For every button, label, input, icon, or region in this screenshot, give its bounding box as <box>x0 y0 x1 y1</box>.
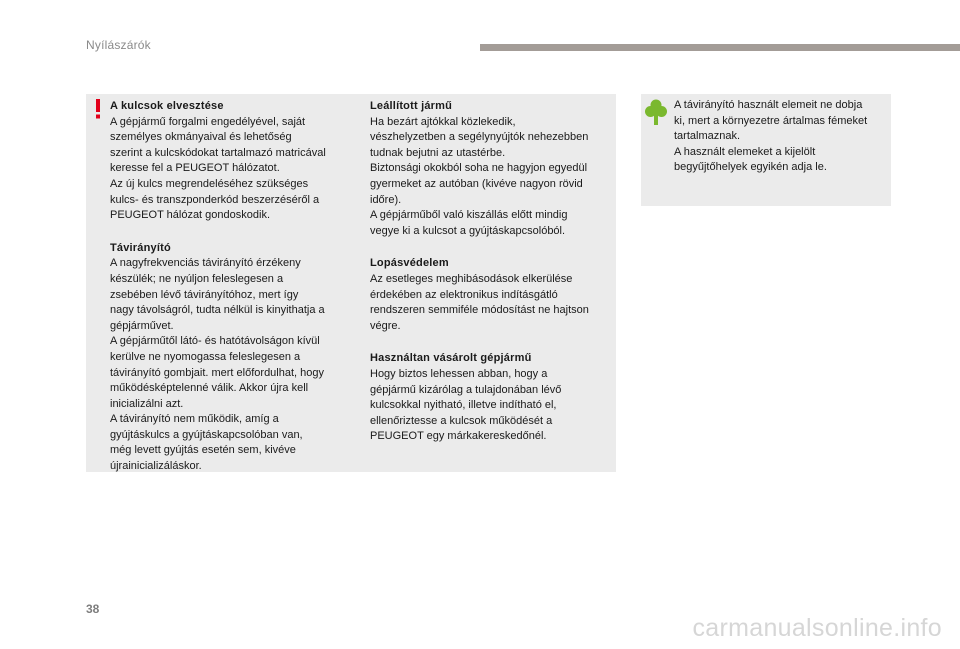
section-remote-control <box>110 241 358 475</box>
section-heading: Leállított jármű <box>370 100 453 112</box>
section-anti-theft <box>370 256 612 334</box>
page-number: 38 <box>86 602 100 616</box>
header-bar <box>480 44 960 51</box>
warning-column-2 <box>370 99 612 462</box>
section-parked-vehicle <box>370 99 612 239</box>
watermark: carmanualsonline.info <box>692 614 942 642</box>
section-body: Ha bezárt ajtókkal közlekedik, vészhelyzetben a segélynyújtók nehezebben tudnak bejutni az utastérbe. Biztonsági okokból soha ne hagyjon egyedül gyermeket az autóban (kivéve nagyon rövid időre). A gépjárműből való kiszállás előtt mindig vegye ki a kulcsot a gyújtáskapcsolóból. <box>370 115 589 237</box>
section-body: A nagyfrekvenciás távirányító érzékeny készülék; ne nyúljon feleslegesen a zsebében lévő távirányítóhoz, mert így nagy távolságról, tudta nélkül is kinyithatja a gépjárművet. A gépjárműtől látó- és hatótávolságon kívül kerülve ne nyomogassa feleslegesen a távirányító gombjait. mert előfordulhat, hogy működésképtelenné válik. Akkor újra kell inicializálni azt. A távirányító nem működik, amíg a gyújtáskulcs a gyújtáskapcsolóban van, még levett gyújtás esetén sem, kivéve újrainicializáláskor. <box>110 257 325 473</box>
tree-icon <box>645 99 667 125</box>
eco-text: A távirányító használt elemeit ne dobja ki, mert a környezetre ártalmas fémeket tartalmaznak. A használt elemeket a kijelölt begyűjtőhelyek egyikén adja le. <box>674 99 868 174</box>
section-used-vehicle <box>370 351 612 445</box>
section-heading: A kulcsok elvesztése <box>110 100 224 112</box>
section-heading: Lopásvédelem <box>370 257 449 270</box>
section-lost-keys <box>110 99 358 224</box>
section-body: Az esetleges meghibásodások elkerülése érdekében az elektronikus indításgátló rendszeren semmiféle módosítást ne hajtson végre. <box>370 272 589 332</box>
section-heading: Távirányító <box>110 241 171 254</box>
page-section-title: Nyílászárók <box>86 38 151 52</box>
section-heading: Használtan vásárolt gépjármű <box>370 352 532 365</box>
section-body: Hogy biztos lehessen abban, hogy a gépjármű kizárólag a tulajdonában lévő kulcsokkal nyitható, illetve indítható el, ellenőriztesse a kulcsok működését a PEUGEOT egy márkakereskedőnél. <box>370 367 562 443</box>
section-body: A gépjármű forgalmi engedélyével, saját személyes okmányaival és lehetőség szerint a kulcskódokat tartalmazó matricával keresse fel a PEUGEOT hálózatot. Az új kulcs megrendeléséhez szükséges kulcs- és transzponderkód beszerzéséről a PEUGEOT hálózat gondoskodik. <box>110 115 326 222</box>
exclamation-icon <box>93 99 103 119</box>
warning-column-1 <box>110 99 358 492</box>
